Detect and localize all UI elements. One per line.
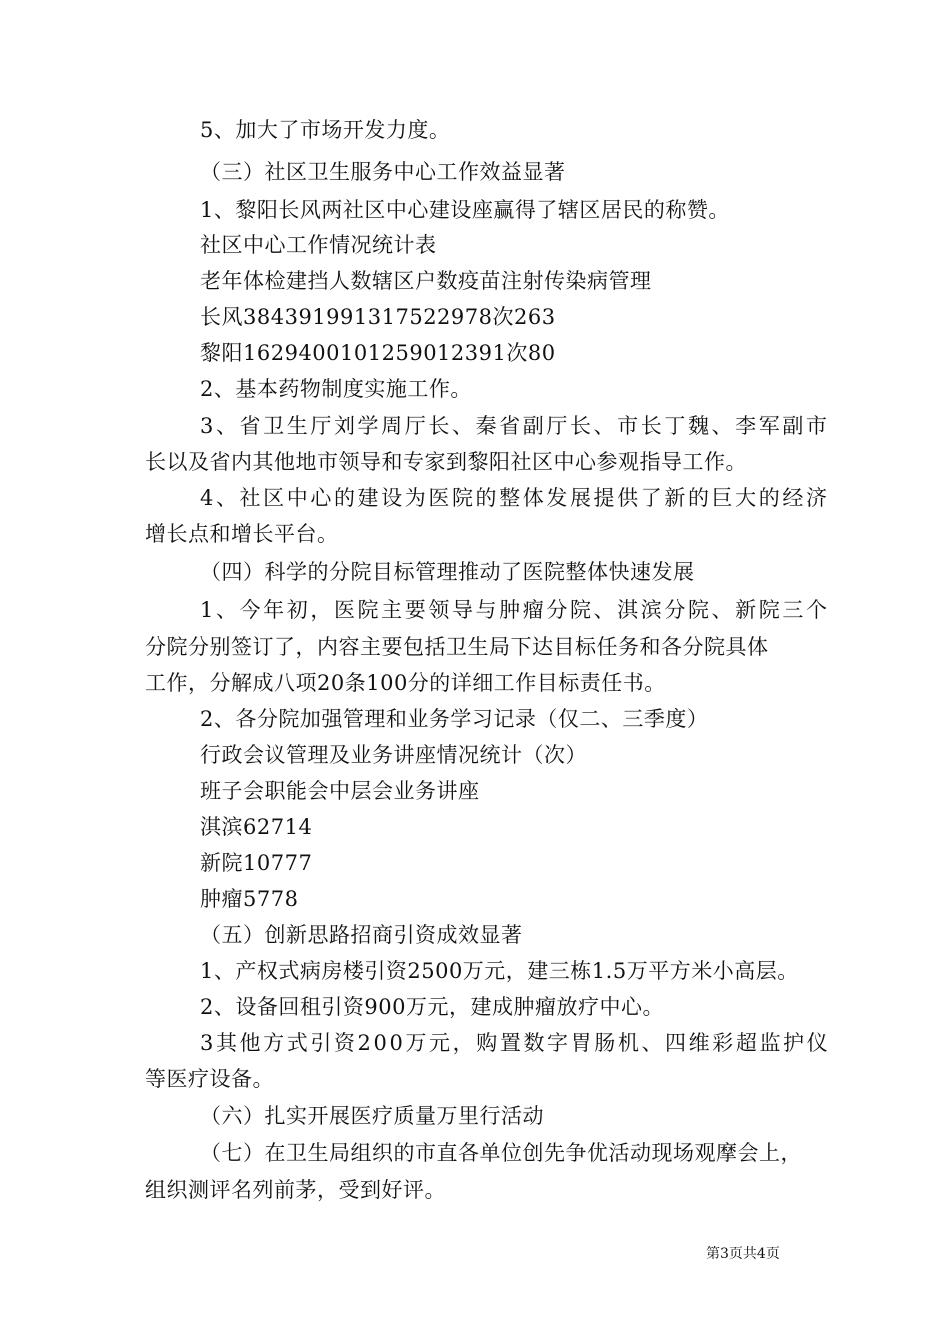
text-line: 4、社区中心的建设为医院的整体发展提供了新的巨大的经济	[200, 486, 830, 510]
page-number: 第3页共4页	[706, 1246, 780, 1262]
text-line: 等医疗设备。	[145, 1067, 274, 1091]
section-heading: （五）创新思路招商引资成效显著	[200, 923, 523, 947]
text-line: 淇滨62714	[200, 815, 313, 839]
text-line: 新院10777	[200, 851, 313, 875]
section-heading: （六）扎实开展医疗质量万里行活动	[200, 1104, 544, 1128]
text-line: 2、设备回租引资900万元，建成肿瘤放疗中心。	[200, 995, 664, 1019]
text-line: 3其他方式引资200万元，购置数字胃肠机、四维彩超监护仪	[200, 1031, 831, 1055]
text-line: 社区中心工作情况统计表	[200, 233, 437, 257]
text-line: 行政会议管理及业务讲座情况统计（次）	[200, 743, 587, 767]
text-line: 1、产权式病房楼引资2500万元，建三栋1.5万平方米小高层。	[200, 959, 799, 983]
text-line: 1、今年初，医院主要领导与肿瘤分院、淇滨分院、新院三个	[200, 598, 830, 622]
text-line: 长风384391991317522978次263	[200, 305, 556, 329]
text-line: 肿瘤5778	[200, 887, 299, 911]
text-line: 分院分别签订了，内容主要包括卫生局下达目标任务和各分院具体	[145, 635, 769, 659]
text-line: 1、黎阳长风两社区中心建设座赢得了辖区居民的称赞。	[200, 198, 730, 222]
text-line: 班子会职能会中层会业务讲座	[200, 779, 480, 803]
text-line: 组织测评名列前茅，受到好评。	[145, 1178, 446, 1202]
text-line: 增长点和增长平台。	[145, 522, 339, 546]
text-line: 老年体检建挡人数辖区户数疫苗注射传染病管理	[200, 269, 652, 293]
text-line: 长以及省内其他地市领导和专家到黎阳社区中心参观指导工作。	[145, 450, 747, 474]
text-line: 5、加大了市场开发力度。	[200, 118, 451, 142]
section-heading: （三）社区卫生服务中心工作效益显著	[200, 160, 566, 184]
text-line: 2、基本药物制度实施工作。	[200, 377, 472, 401]
text-line: 黎阳1629400101259012391次80	[200, 341, 556, 365]
section-heading: （七）在卫生局组织的市直各单位创先争优活动现场观摩会上，	[200, 1141, 802, 1165]
text-line: 2、各分院加强管理和业务学习记录（仅二、三季度）	[200, 707, 709, 731]
text-line: 3、省卫生厅刘学周厅长、秦省副厅长、市长丁魏、李军副市	[200, 414, 830, 438]
section-heading: （四）科学的分院目标管理推动了医院整体快速发展	[200, 560, 695, 584]
text-line: 工作，分解成八项20条100分的详细工作目标责任书。	[145, 671, 666, 695]
